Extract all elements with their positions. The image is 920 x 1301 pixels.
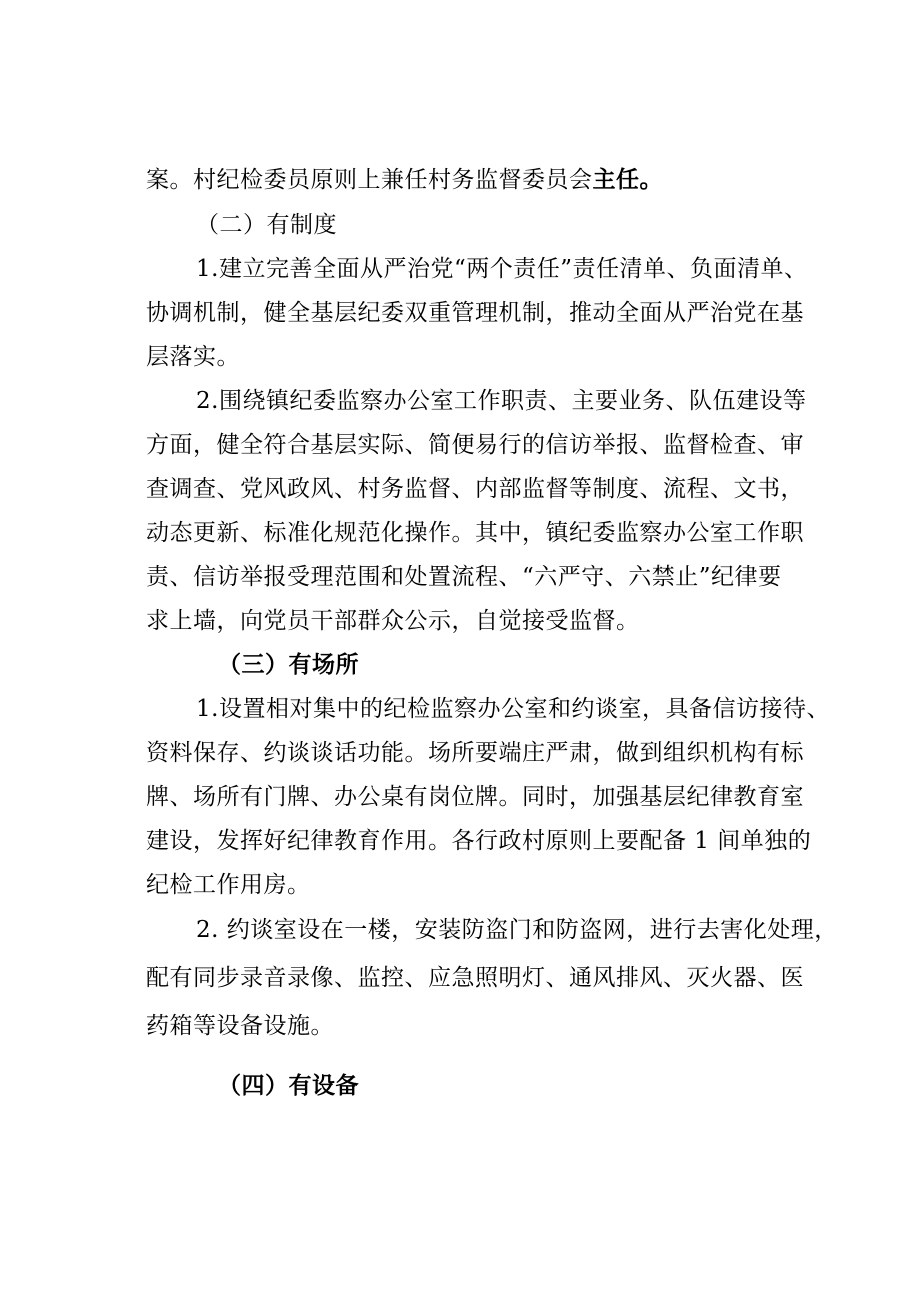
paragraph-line: 求上墙，向党员干部群众公示，自觉接受监督。 xyxy=(146,608,640,634)
paragraph-line: 资料保存、约谈谈话功能。场所要端庄严肃，做到组织机构有标 xyxy=(146,740,804,766)
section-heading-4: （四）有设备 xyxy=(218,1072,359,1099)
paragraph-line: 协调机制，健全基层纪委双重管理机制，推动全面从严治党在基 xyxy=(146,300,804,326)
paragraph-line: 牌、场所有门牌、办公桌有岗位牌。同时，加强基层纪律教育室 xyxy=(146,784,804,810)
paragraph-line: 建设，发挥好纪律教育作用。各行政村原则上要配备 1 间单独的 xyxy=(146,828,812,854)
paragraph-line: 层落实。 xyxy=(146,344,240,370)
paragraph-line xyxy=(146,165,663,195)
paragraph-line: 2.围绕镇纪委监察办公室工作职责、主要业务、队伍建设等 xyxy=(196,388,807,414)
paragraph-line: 方面，健全符合基层实际、简便易行的信访举报、监督检查、审 xyxy=(146,432,804,458)
bold-text: 主任。 xyxy=(592,166,663,193)
paragraph-line: 1.建立完善全面从严治党“两个责任”责任清单、负面清单、 xyxy=(196,256,808,282)
paragraph-line: 纪检工作用房。 xyxy=(146,872,311,898)
paragraph-line: 查调查、党风政风、村务监督、内部监督等制度、流程、文书， xyxy=(146,476,804,502)
section-heading-3: （三）有场所 xyxy=(218,651,359,678)
paragraph-line: 责、信访举报受理范围和处置流程、“六严守、六禁止”纪律要 xyxy=(146,564,782,590)
paragraph-line: 动态更新、标准化规范化操作。其中，镇纪委监察办公室工作职 xyxy=(146,520,804,546)
paragraph-line: 2. 约谈室设在一楼，安装防盗门和防盗网，进行去害化处理， xyxy=(196,917,838,943)
line-text: 案。村纪检委员原则上兼任村务监督委员会 xyxy=(146,167,593,193)
paragraph-line: 配有同步录音录像、监控、应急照明灯、通风排风、灭火器、医 xyxy=(146,965,804,991)
paragraph-line: 1.设置相对集中的纪检监察办公室和约谈室，具备信访接待、 xyxy=(196,696,830,722)
section-heading-2: （二）有制度 xyxy=(196,212,337,238)
paragraph-line: 药箱等设备设施。 xyxy=(146,1013,334,1039)
